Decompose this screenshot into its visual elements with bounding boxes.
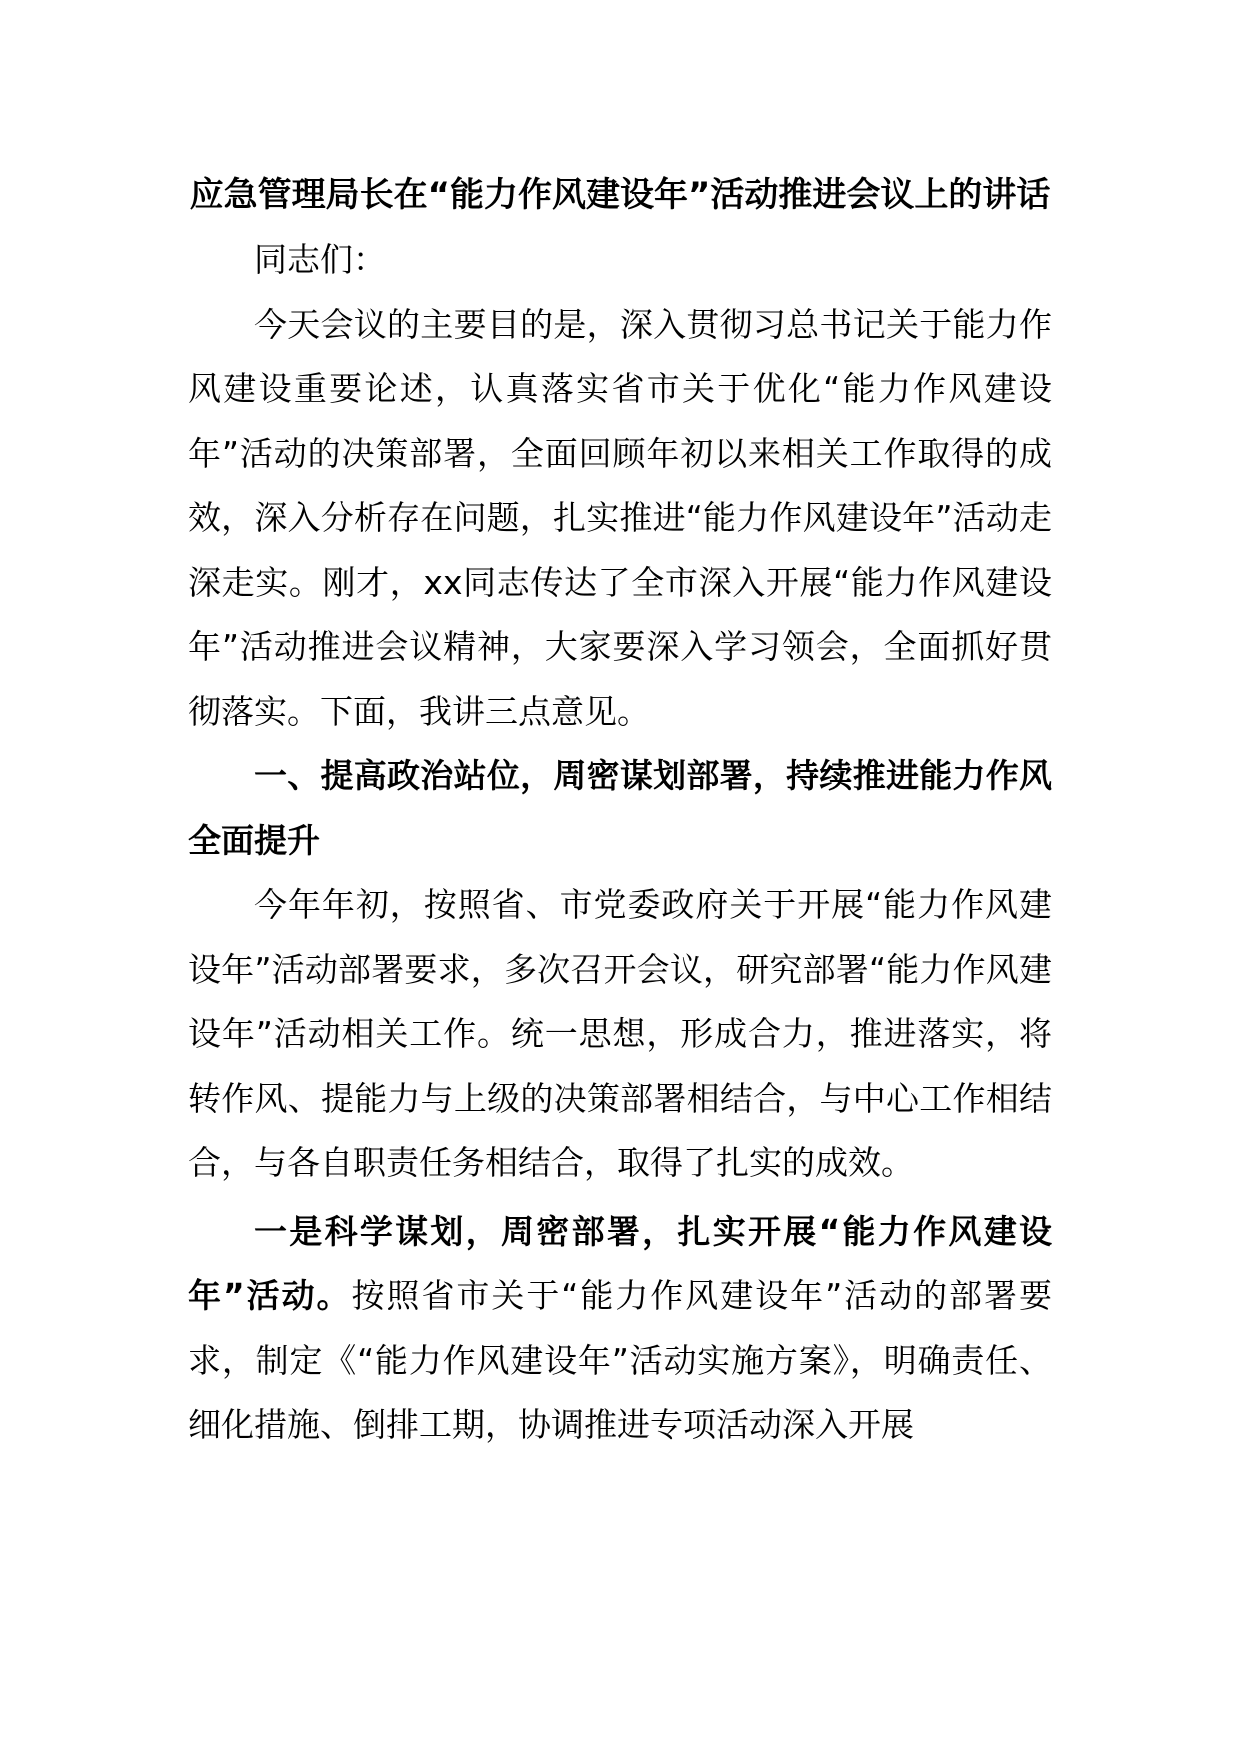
intro-paragraph: 今天会议的主要目的是，深入贯彻习总书记关于能力作风建设重要论述，认真落实省市关于优化“能力作风建设年”活动的决策部署，全面回顾年初以来相关工作取得的成效，深入分析存在问题，扎实推进“能力作风建设年”活动走深走实。刚才，xx同志传达了全市深入开展“能力作风建设年”活动推进会议精神，大家要深入学习领会，全面抓好贯彻落实。下面，我讲三点意见。 bbox=[188, 304, 1052, 731]
point-lead-1: 一是科学谋划，周密部署，扎实开展“能力作风建设年”活动。 bbox=[188, 1211, 1052, 1315]
section-heading-1: 一、提高政治站位，周密谋划部署，持续推进能力作风全面提升 bbox=[188, 756, 1052, 860]
section-body-1: 今年年初，按照省、市党委政府关于开展“能力作风建设年”活动部署要求，多次召开会议，研究部署“能力作风建设年”活动相关工作。统一思想，形成合力，推进落实，将转作风、提能力与上级的决策部署相结合，与中心工作相结合，与各自职责任务相结合，取得了扎实的成效。 bbox=[188, 885, 1052, 1182]
salutation: 同志们： bbox=[254, 240, 386, 279]
point-paragraph-1 bbox=[188, 1200, 1052, 1458]
point-body-1: 按照省市关于“能力作风建设年”活动的部署要求，制定《“能力作风建设年”活动实施方案》，明确责任、细化措施、倒排工期，协调推进专项活动深入开展 bbox=[188, 1276, 1052, 1444]
document-page bbox=[188, 162, 1052, 1458]
document-title: 应急管理局长在“能力作风建设年”活动推进会议上的讲话 bbox=[189, 175, 1051, 215]
